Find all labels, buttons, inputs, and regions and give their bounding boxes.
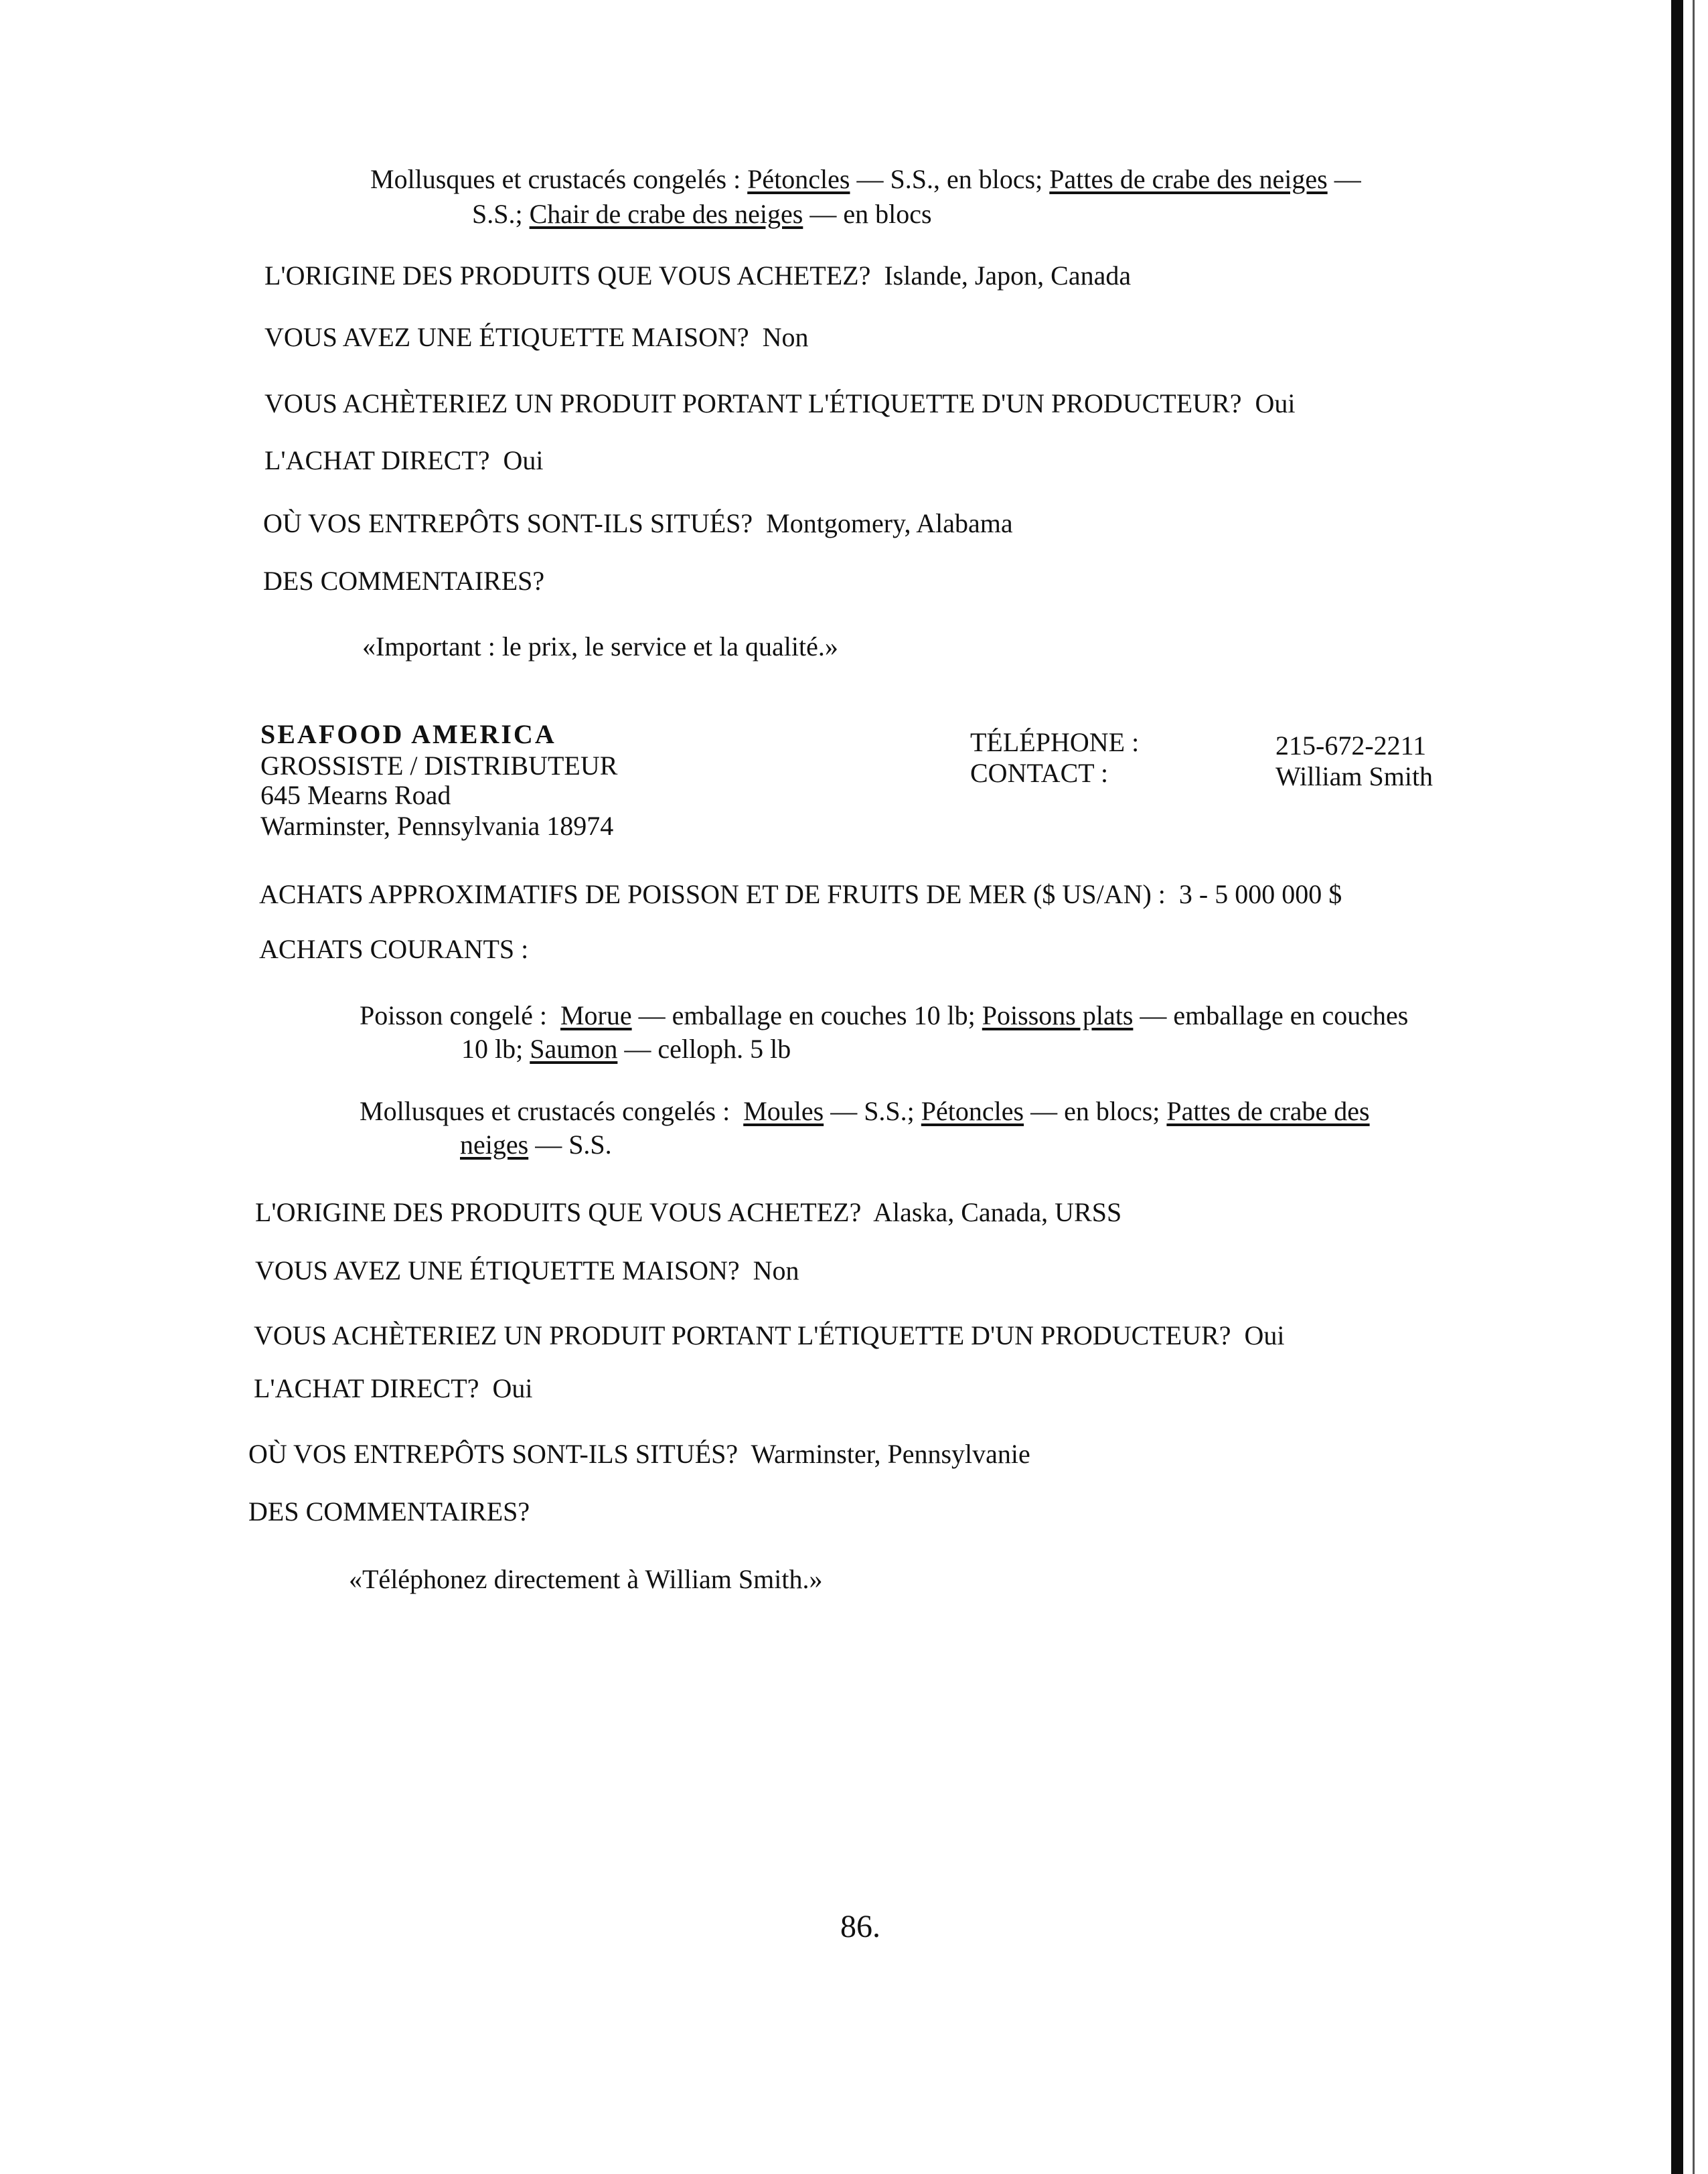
- origin-row: L'ORIGINE DES PRODUITS QUE VOUS ACHETEZ? Islande, Japon, Canada: [264, 260, 1132, 291]
- company-type: GROSSISTE / DISTRIBUTEUR: [260, 751, 618, 781]
- producer-label-row-2: VOUS ACHÈTERIEZ UN PRODUIT PORTANT L'ÉTIQUETTE D'UN PRODUCTEUR? Oui: [254, 1320, 1285, 1350]
- comment-quote: «Important : le prix, le service et la qualité.»: [362, 631, 838, 662]
- fish-line-2: 10 lb; Saumon — celloph. 5 lb: [461, 1034, 791, 1064]
- fish-line-1: Poisson congelé : Morue — emballage en couches 10 lb; Poissons plats — emballage en couches: [360, 1000, 1409, 1030]
- contact-label: CONTACT :: [970, 758, 1109, 788]
- current-purchases-heading: ACHATS COURANTS :: [259, 934, 529, 964]
- comments-heading: DES COMMENTAIRES?: [263, 566, 545, 596]
- purchases-row: ACHATS APPROXIMATIFS DE POISSON ET DE FRUITS DE MER ($ US/AN) : 3 - 5 000 000 $: [259, 879, 1342, 909]
- company-city: Warminster, Pennsylvania 18974: [260, 811, 614, 841]
- page-number: 86.: [840, 1909, 880, 1944]
- shellfish2-line-1: Mollusques et crustacés congelés : Moules — S.S.; Pétoncles — en blocs; Pattes de crabe des: [360, 1096, 1370, 1126]
- shellfish-line-1: Mollusques et crustacés congelés : Pétoncles — S.S., en blocs; Pattes de crabe des neiges —: [370, 164, 1361, 194]
- producer-label-row: VOUS ACHÈTERIEZ UN PRODUIT PORTANT L'ÉTIQUETTE D'UN PRODUCTEUR? Oui: [264, 388, 1296, 418]
- shellfish2-line-2: neiges — S.S.: [460, 1130, 612, 1160]
- comment-quote-2: «Téléphonez directement à William Smith.»: [349, 1564, 823, 1594]
- house-label-row: VOUS AVEZ UNE ÉTIQUETTE MAISON? Non: [264, 322, 809, 352]
- direct-purchase-row: L'ACHAT DIRECT? Oui: [264, 445, 544, 475]
- warehouse-row-2: OÙ VOS ENTREPÔTS SONT-ILS SITUÉS? Warminster, Pennsylvanie: [248, 1439, 1030, 1469]
- shellfish-line-2: S.S.; Chair de crabe des neiges — en blocs: [472, 199, 932, 229]
- contact-value: William Smith: [1275, 761, 1433, 791]
- phone-label: TÉLÉPHONE :: [970, 727, 1140, 757]
- house-label-row-2: VOUS AVEZ UNE ÉTIQUETTE MAISON? Non: [255, 1255, 799, 1286]
- direct-purchase-row-2: L'ACHAT DIRECT? Oui: [254, 1373, 533, 1403]
- scan-edge: [1671, 0, 1683, 2174]
- scan-edge-line: [1693, 0, 1695, 2174]
- comments-heading-2: DES COMMENTAIRES?: [248, 1496, 530, 1527]
- phone-value: 215-672-2211: [1275, 730, 1427, 761]
- company-name: SEAFOOD AMERICA: [260, 719, 556, 749]
- company-street: 645 Mearns Road: [260, 780, 451, 810]
- origin-row-2: L'ORIGINE DES PRODUITS QUE VOUS ACHETEZ? Alaska, Canada, URSS: [255, 1197, 1122, 1227]
- warehouse-row: OÙ VOS ENTREPÔTS SONT-ILS SITUÉS? Montgomery, Alabama: [263, 508, 1013, 538]
